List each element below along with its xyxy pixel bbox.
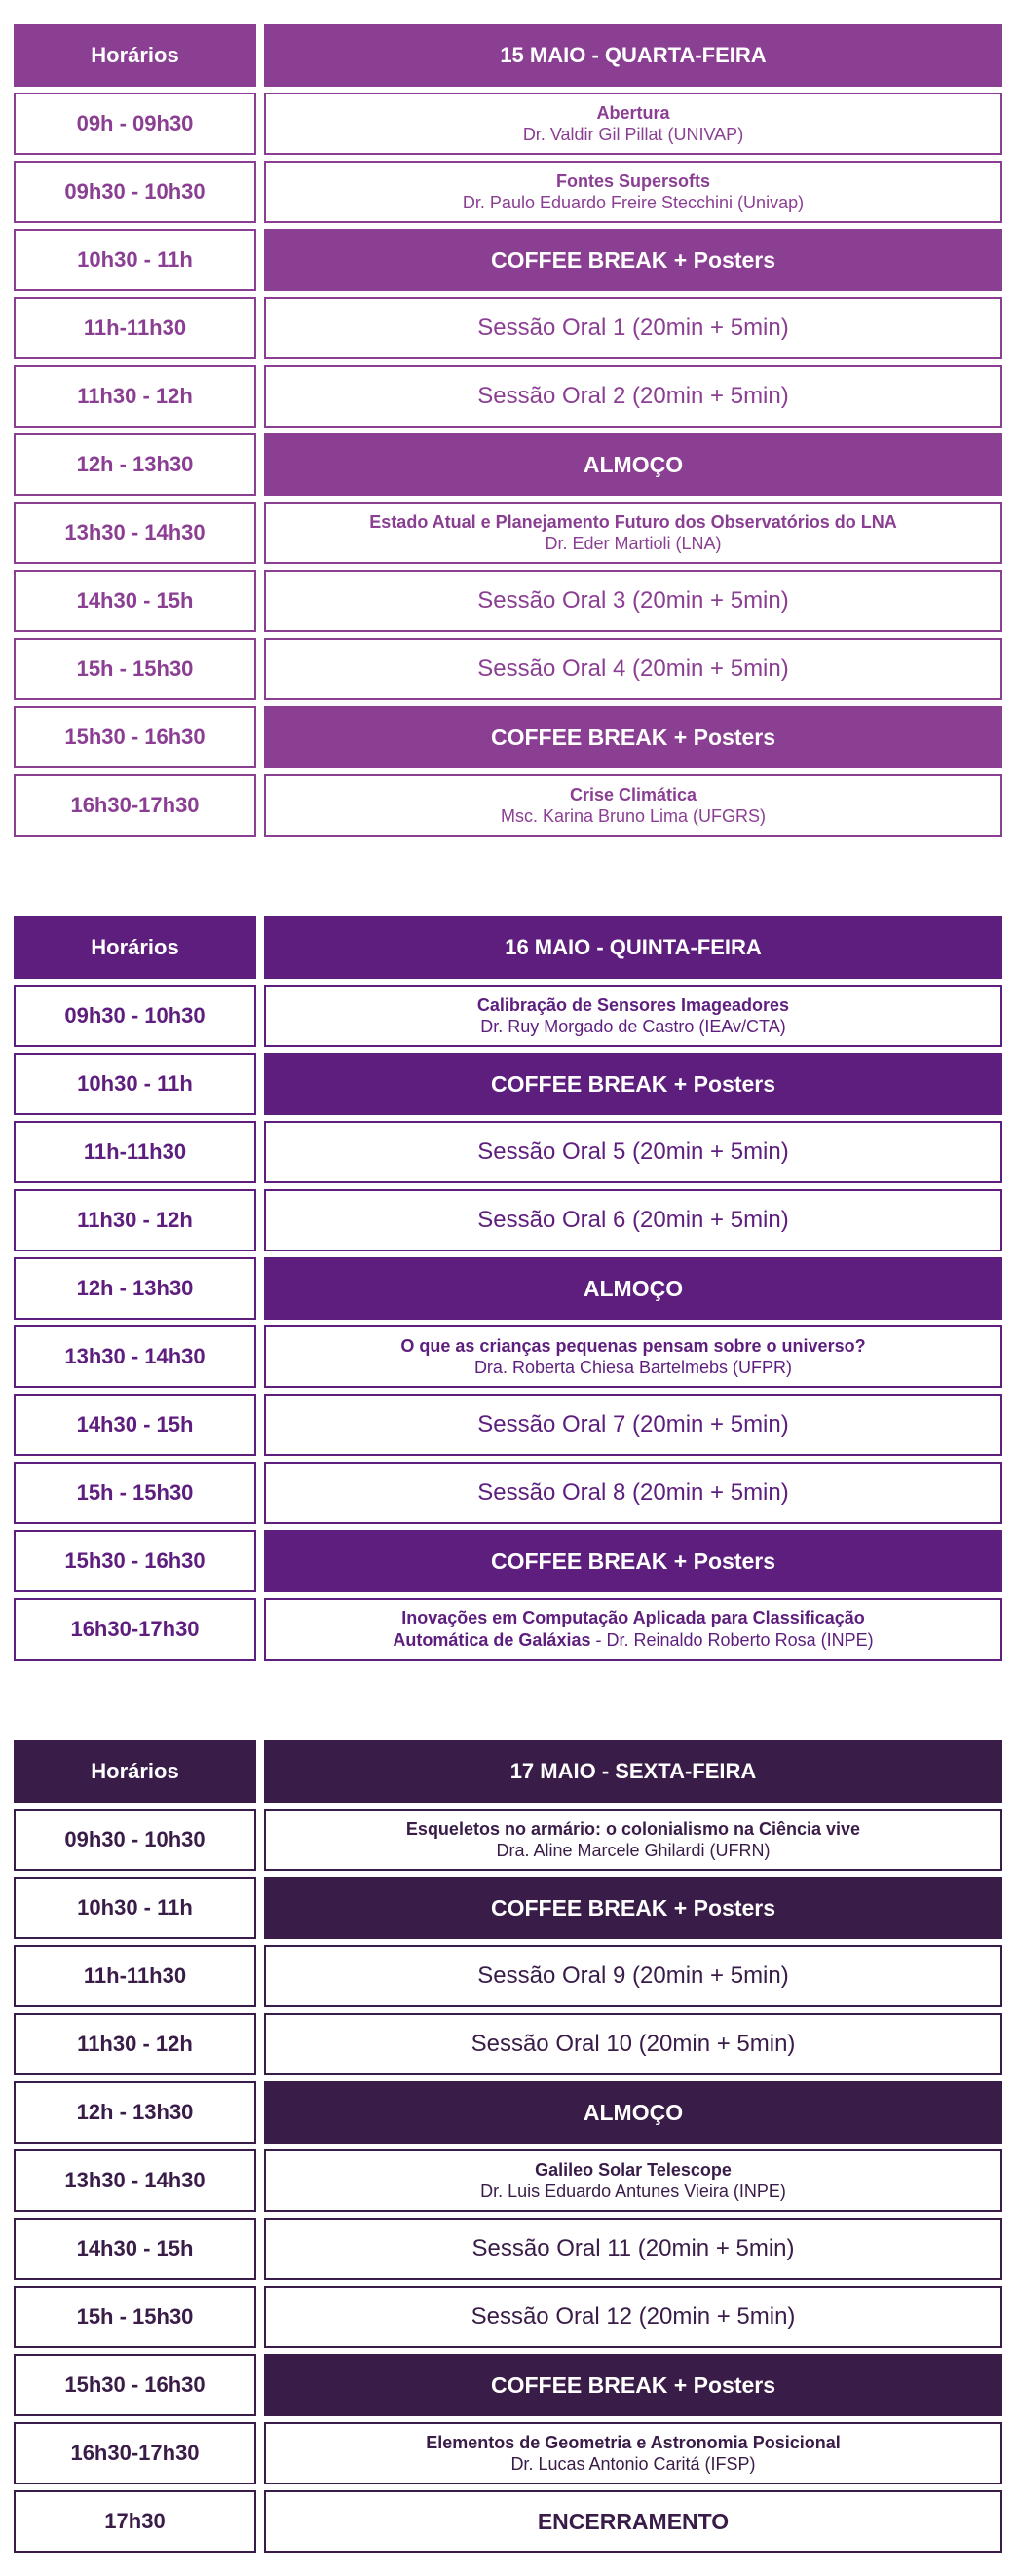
schedule-row [14, 297, 1002, 359]
schedule-row-break [14, 229, 1002, 291]
time-slot: 13h30 - 14h30 [14, 502, 256, 564]
time-slot: 09h30 - 10h30 [14, 1809, 256, 1871]
day-schedule-17-maio [14, 1740, 1002, 2558]
schedule-row-closing [14, 2490, 1002, 2553]
event-cell [264, 1809, 1002, 1871]
time-slot: 11h30 - 12h [14, 2013, 256, 2075]
schedule-row [14, 161, 1002, 223]
event-speaker: Dr. Paulo Eduardo Freire Stecchini (Univap) [462, 193, 805, 212]
event-description [393, 1607, 873, 1652]
oral-session-label: Sessão Oral 2 (20min + 5min) [477, 383, 789, 409]
event-cell [264, 2286, 1002, 2348]
time-slot: 15h30 - 16h30 [14, 1530, 256, 1592]
schedule-row [14, 93, 1002, 155]
schedule-row [14, 570, 1002, 632]
schedule-row [14, 638, 1002, 700]
schedule-row-lunch [14, 2081, 1002, 2144]
oral-session-label: Sessão Oral 7 (20min + 5min) [477, 1411, 789, 1437]
day-schedule-16-maio [14, 916, 1002, 1666]
time-slot: 15h30 - 16h30 [14, 2354, 256, 2416]
schedule-row [14, 1809, 1002, 1871]
time-slot: 16h30-17h30 [14, 774, 256, 837]
schedule-row-break [14, 706, 1002, 768]
schedule-header-row [14, 1740, 1002, 1803]
oral-session-label: Sessão Oral 8 (20min + 5min) [477, 1479, 789, 1506]
event-cell [264, 93, 1002, 155]
schedule-header-row [14, 916, 1002, 979]
time-slot: 15h - 15h30 [14, 2286, 256, 2348]
schedule-header-row [14, 24, 1002, 87]
time-slot: 10h30 - 11h [14, 1053, 256, 1115]
event-cell [264, 1462, 1002, 1524]
schedule-row [14, 1945, 1002, 2007]
event-title: Elementos de Geometria e Astronomia Posicional [426, 2433, 841, 2452]
schedule-row-lunch [14, 433, 1002, 496]
event-cell [264, 570, 1002, 632]
oral-session-label: Sessão Oral 10 (20min + 5min) [471, 2031, 796, 2057]
header-time-label: Horários [14, 916, 256, 979]
event-title: Crise Climática [569, 785, 697, 804]
schedule-row [14, 1189, 1002, 1251]
time-slot: 12h - 13h30 [14, 433, 256, 496]
event-title: Esqueletos no armário: o colonialismo na Ciência vive [405, 1819, 861, 1839]
lunch-label: ALMOÇO [264, 1257, 1002, 1320]
time-slot: 13h30 - 14h30 [14, 1325, 256, 1388]
event-title: O que as crianças pequenas pensam sobre o universo? [400, 1336, 866, 1356]
event-speaker: Dr. Eder Martioli (LNA) [545, 534, 722, 553]
event-title: Fontes Supersofts [555, 171, 711, 191]
event-cell [264, 297, 1002, 359]
coffee-break-label: COFFEE BREAK + Posters [264, 1877, 1002, 1939]
event-speaker: Dr. Ruy Morgado de Castro (IEAv/CTA) [480, 1017, 786, 1036]
event-cell [264, 1945, 1002, 2007]
event-speaker: Dra. Roberta Chiesa Bartelmebs (UFPR) [473, 1358, 793, 1377]
header-time-label: Horários [14, 1740, 256, 1803]
oral-session-label: Sessão Oral 11 (20min + 5min) [471, 2235, 795, 2261]
oral-session-label: Sessão Oral 6 (20min + 5min) [477, 1207, 789, 1233]
time-slot: 10h30 - 11h [14, 229, 256, 291]
header-day-title: 15 MAIO - QUARTA-FEIRA [264, 24, 1002, 87]
time-slot: 12h - 13h30 [14, 1257, 256, 1320]
event-title-line-2: Automática de Galáxias [393, 1630, 591, 1650]
time-slot: 15h30 - 16h30 [14, 706, 256, 768]
schedule-row [14, 2422, 1002, 2484]
header-time-label: Horários [14, 24, 256, 87]
time-slot: 16h30-17h30 [14, 1598, 256, 1661]
schedule-row [14, 1462, 1002, 1524]
event-speaker: Dr. Valdir Gil Pillat (UNIVAP) [522, 125, 744, 144]
event-cell [264, 1121, 1002, 1183]
time-slot: 16h30-17h30 [14, 2422, 256, 2484]
oral-session-label: Sessão Oral 9 (20min + 5min) [477, 1962, 789, 1989]
time-slot: 14h30 - 15h [14, 2218, 256, 2280]
event-cell [264, 365, 1002, 428]
schedule-row [14, 1394, 1002, 1456]
time-slot: 10h30 - 11h [14, 1877, 256, 1939]
oral-session-label: Sessão Oral 12 (20min + 5min) [471, 2303, 796, 2330]
schedule-row [14, 985, 1002, 1047]
event-title: Galileo Solar Telescope [535, 2160, 732, 2180]
coffee-break-label: COFFEE BREAK + Posters [264, 1530, 1002, 1592]
time-slot: 14h30 - 15h [14, 1394, 256, 1456]
event-cell [264, 1394, 1002, 1456]
schedule-row [14, 2218, 1002, 2280]
event-cell [264, 1325, 1002, 1388]
schedule-row [14, 365, 1002, 428]
schedule-row-break [14, 1053, 1002, 1115]
time-slot: 09h30 - 10h30 [14, 161, 256, 223]
event-speaker: Dr. Lucas Antonio Caritá (IFSP) [510, 2454, 756, 2474]
time-slot: 11h-11h30 [14, 1121, 256, 1183]
schedule-row [14, 774, 1002, 837]
time-slot: 11h-11h30 [14, 1945, 256, 2007]
lunch-label: ALMOÇO [264, 2081, 1002, 2144]
event-speaker: Dra. Aline Marcele Ghilardi (UFRN) [496, 1841, 771, 1860]
time-slot: 17h30 [14, 2490, 256, 2553]
event-speaker: Dr. Luis Eduardo Antunes Vieira (INPE) [480, 2182, 786, 2201]
event-title: Estado Atual e Planejamento Futuro dos Observatórios do LNA [369, 512, 897, 532]
schedule-row [14, 1325, 1002, 1388]
event-title: Abertura [596, 103, 670, 123]
schedule-row-break [14, 1877, 1002, 1939]
event-speaker: Msc. Karina Bruno Lima (UFGRS) [500, 806, 767, 826]
oral-session-label: Sessão Oral 1 (20min + 5min) [477, 315, 789, 341]
header-day-title: 16 MAIO - QUINTA-FEIRA [264, 916, 1002, 979]
header-day-title: 17 MAIO - SEXTA-FEIRA [264, 1740, 1002, 1803]
schedule-row [14, 2286, 1002, 2348]
coffee-break-label: COFFEE BREAK + Posters [264, 1053, 1002, 1115]
schedule-row-break [14, 2354, 1002, 2416]
coffee-break-label: COFFEE BREAK + Posters [264, 2354, 1002, 2416]
event-cell [264, 2149, 1002, 2212]
time-slot: 15h - 15h30 [14, 638, 256, 700]
time-slot: 09h30 - 10h30 [14, 985, 256, 1047]
lunch-label: ALMOÇO [264, 433, 1002, 496]
coffee-break-label: COFFEE BREAK + Posters [264, 706, 1002, 768]
time-slot: 09h - 09h30 [14, 93, 256, 155]
time-slot: 14h30 - 15h [14, 570, 256, 632]
coffee-break-label: COFFEE BREAK + Posters [264, 229, 1002, 291]
time-slot: 15h - 15h30 [14, 1462, 256, 1524]
time-slot: 12h - 13h30 [14, 2081, 256, 2144]
schedule-row-break [14, 1530, 1002, 1592]
closing-label: ENCERRAMENTO [537, 2508, 730, 2534]
event-cell [264, 2013, 1002, 2075]
event-cell [264, 1598, 1002, 1661]
event-cell [264, 638, 1002, 700]
schedule-row [14, 1121, 1002, 1183]
time-slot: 11h30 - 12h [14, 1189, 256, 1251]
event-cell [264, 1189, 1002, 1251]
event-cell [264, 161, 1002, 223]
schedule-row [14, 1598, 1002, 1661]
event-cell [264, 2422, 1002, 2484]
event-speaker: - Dr. Reinaldo Roberto Rosa (INPE) [590, 1630, 874, 1650]
schedule-row-lunch [14, 1257, 1002, 1320]
event-title: Calibração de Sensores Imageadores [476, 995, 790, 1015]
event-cell [264, 774, 1002, 837]
event-cell [264, 2218, 1002, 2280]
time-slot: 11h30 - 12h [14, 365, 256, 428]
event-title-line-1: Inovações em Computação Aplicada para Classificação [401, 1608, 865, 1627]
day-schedule-15-maio [14, 24, 1002, 842]
schedule-row [14, 2149, 1002, 2212]
oral-session-label: Sessão Oral 3 (20min + 5min) [477, 587, 789, 614]
oral-session-label: Sessão Oral 4 (20min + 5min) [477, 655, 789, 682]
oral-session-label: Sessão Oral 5 (20min + 5min) [477, 1139, 789, 1165]
time-slot: 13h30 - 14h30 [14, 2149, 256, 2212]
time-slot: 11h-11h30 [14, 297, 256, 359]
event-cell [264, 502, 1002, 564]
schedule-row [14, 502, 1002, 564]
schedule-row [14, 2013, 1002, 2075]
event-cell [264, 2490, 1002, 2553]
event-cell [264, 985, 1002, 1047]
